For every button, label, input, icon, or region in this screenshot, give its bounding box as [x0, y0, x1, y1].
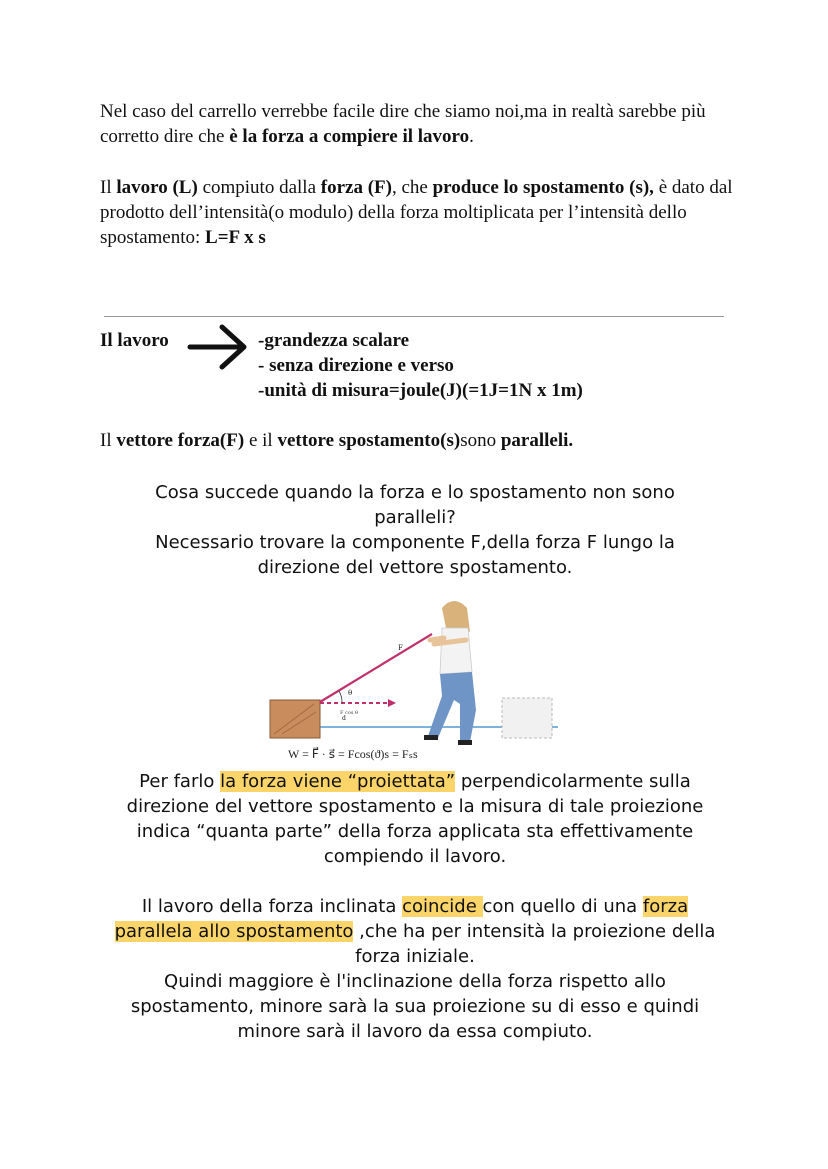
- conclusion-block: [100, 894, 730, 1044]
- arrow-right-icon: [186, 322, 250, 370]
- conclusion-text: con quello di una: [482, 896, 643, 917]
- highlight-coincide: coincide: [402, 896, 483, 917]
- divider: [104, 316, 724, 317]
- person-figure: [424, 601, 476, 745]
- vectors-sentence: [100, 428, 740, 453]
- question-block: [100, 480, 730, 580]
- intro-bold: è la forza a compiere il lavoro: [229, 126, 470, 147]
- work-diagram-figure: [262, 592, 562, 762]
- label-f: F: [398, 644, 403, 652]
- intro-text-end: .: [469, 126, 474, 147]
- conclusion-paragraph: [100, 894, 730, 969]
- p2-text: Il: [100, 177, 117, 198]
- question-line: Cosa succede quando la forza e lo spostamento non sono paralleli?: [155, 482, 675, 528]
- conclusion-text: ,che ha per intensità la proiezione della forza iniziale.: [353, 921, 716, 967]
- label-fcos: F cos θ: [340, 710, 359, 716]
- vectors-text: e il: [244, 430, 278, 451]
- intro-paragraph-1: [100, 99, 740, 149]
- property-item: -grandezza scalare: [258, 330, 410, 351]
- intro-text: Nel caso del carrello verrebbe facile dire che siamo noi,ma in realtà sarebbe più corretto dire che: [100, 101, 706, 147]
- label-theta: θ: [348, 689, 353, 697]
- explain-text: perpendicolarmente sulla direzione del vettore spostamento e la misura di tale proiezione indica “quanta parte” della forza applicata sta effettivamente compiendo il lavoro.: [126, 771, 704, 867]
- vectors-bold-force: vettore forza(F): [116, 430, 245, 451]
- summary-properties: [258, 328, 583, 403]
- vectors-bold-displacement: vettore spostamento(s): [277, 430, 461, 451]
- vectors-text: sono: [460, 430, 501, 451]
- summary-label: Il lavoro: [100, 330, 169, 351]
- vectors-bold-parallel: paralleli.: [500, 430, 574, 451]
- conclusion-final: Quindi maggiore è l'inclinazione della forza rispetto allo spostamento, minore sarà la sua proiezione su di esso e quindi minore sarà il lavoro da essa compiuto.: [130, 971, 700, 1042]
- explanation-block: [100, 769, 730, 869]
- explain-text: Per farlo: [139, 771, 221, 792]
- p2-bold-lavoro: lavoro (L): [116, 177, 198, 198]
- p2-text: è dato dal prodotto dell’intensità(o modulo) della forza moltiplicata per l’intensità dello spostamento:: [100, 177, 733, 248]
- property-item: -unità di misura=joule(J)(=1J=1N x 1m): [258, 380, 583, 401]
- highlight-parallel-force: forza parallela allo spostamento: [114, 896, 689, 942]
- p2-bold-forza: forza (F): [320, 177, 392, 198]
- box-ghost-shape: [502, 698, 552, 738]
- question-line: Necessario trovare la componente F,della forza F lungo la direzione del vettore spostamento.: [155, 532, 675, 578]
- p2-text: compiuto dalla: [197, 177, 321, 198]
- label-d: d: [342, 715, 346, 722]
- p2-text: , che: [391, 177, 433, 198]
- formula-work: W = F⃗ · s⃗ = Fcos(ϑ)s = Fₛs: [288, 747, 418, 761]
- vectors-text: Il: [100, 430, 117, 451]
- p2-bold-spostamento: produce lo spostamento (s),: [432, 177, 654, 198]
- intro-paragraph-2: [100, 175, 740, 250]
- formula-lfs: L=F x s: [205, 227, 266, 248]
- property-item: - senza direzione e verso: [258, 355, 454, 376]
- highlight-projected: la forza viene “proiettata”: [220, 771, 456, 792]
- conclusion-text: Il lavoro della forza inclinata: [141, 896, 403, 917]
